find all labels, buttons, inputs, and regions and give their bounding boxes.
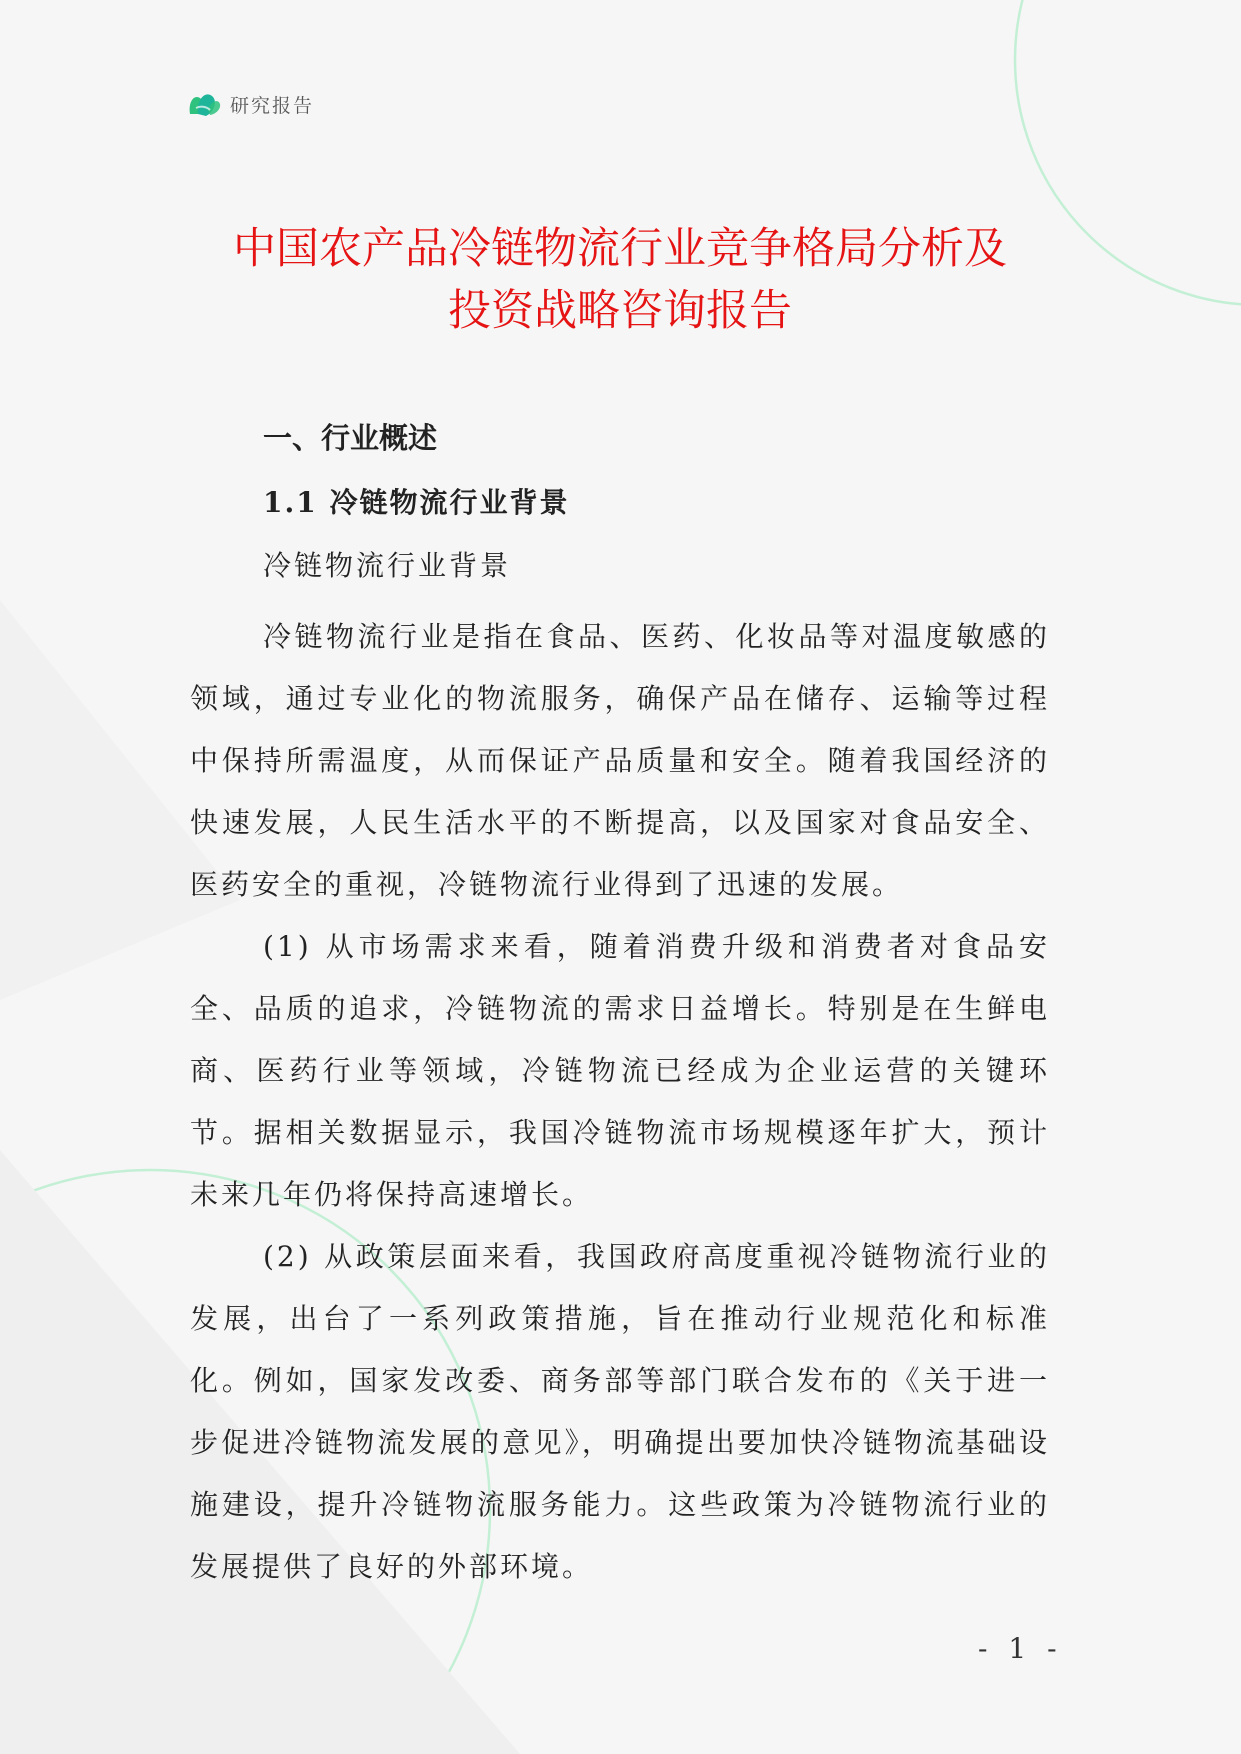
brand-label: 研究报告 — [230, 94, 315, 117]
section-heading: 一、行业概述 — [263, 421, 438, 455]
subheading: 冷链物流行业背景 — [263, 549, 512, 582]
subsection-heading: 1.1 冷链物流行业背景 — [263, 486, 570, 519]
title-line-2: 投资战略咨询报告 — [448, 286, 792, 336]
brand-logo-icon — [186, 88, 222, 120]
paragraph-2: (1) 从市场需求来看，随着消费升级和消费者对食品安全、品质的追求，冷链物流的需求日益增长。特别是在生鲜电商、医药行业等领域，冷链物流已经成为企业运营的关键环节。据相关数据显示，我国冷链物流市场规模逐年扩大，预计未来几年仍将保持高速增长。 — [190, 930, 1050, 1211]
title-line-1: 中国农产品冷链物流行业竞争格局分析及 — [233, 224, 1007, 274]
brand-header — [186, 88, 314, 120]
paragraph-1: 冷链物流行业是指在食品、医药、化妆品等对温度敏感的领域，通过专业化的物流服务，确保产品在储存、运输等过程中保持所需温度，从而保证产品质量和安全。随着我国经济的快速发展，人民生活水平的不断提高，以及国家对食品安全、医药安全的重视，冷链物流行业得到了迅速的发展。 — [190, 620, 1050, 901]
paragraph-3: (2) 从政策层面来看，我国政府高度重视冷链物流行业的发展，出台了一系列政策措施，旨在推动行业规范化和标准化。例如，国家发改委、商务部等部门联合发布的《关于进一步促进冷链物流发展的意见》，明确提出要加快冷链物流基础设施建设，提升冷链物流服务能力。这些政策为冷链物流行业的发展提供了良好的外部环境。 — [190, 1240, 1050, 1583]
document-title — [140, 218, 1100, 342]
body-text — [190, 606, 1050, 1598]
page-number: - 1 - — [978, 1632, 1063, 1665]
